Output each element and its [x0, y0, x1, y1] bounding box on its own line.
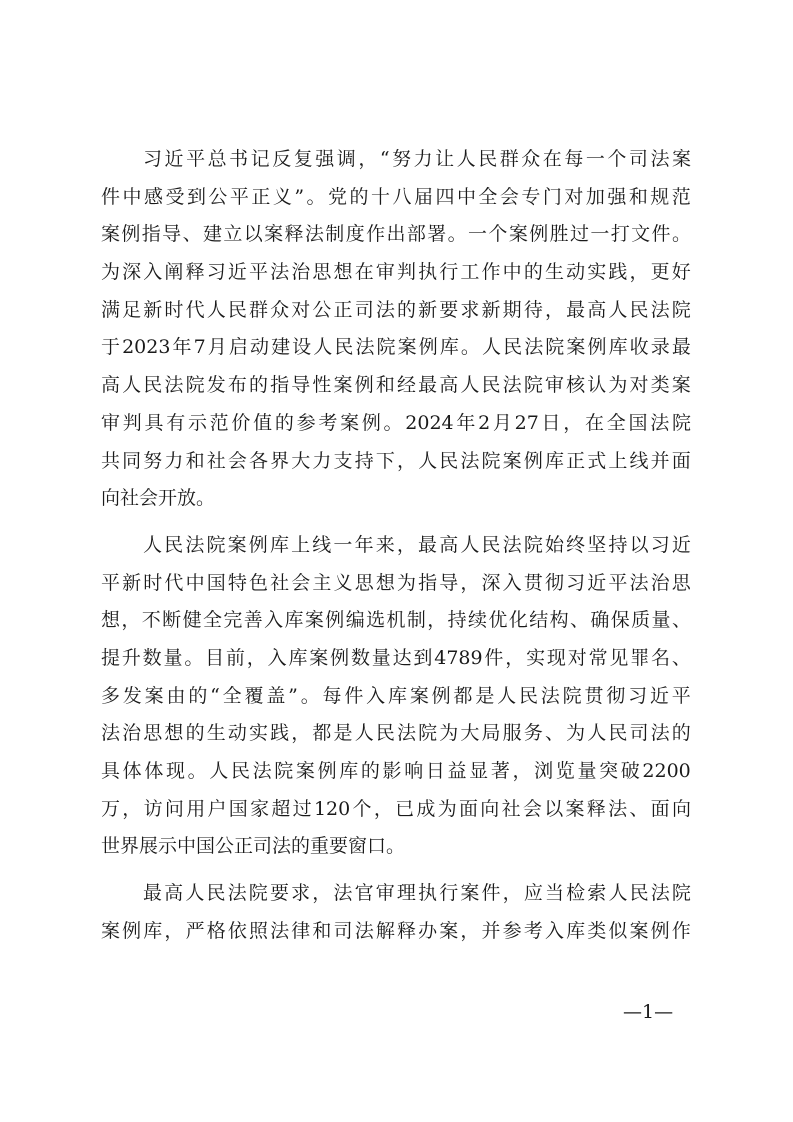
- page-number: —1—: [623, 1001, 674, 1023]
- paragraph-3-line-1: 最 高 人 民 法 院 要 求 ， 法 官 审 理 执 行 案 件 ， 应 当 检 索 人 民 法 院: [143, 882, 691, 905]
- paragraph-2-line-9: 世界展示中国公正司法的重要窗口。: [101, 835, 406, 858]
- paragraph-1-line-2: 件 中 感 受 到 公 平 正 义 ” 。 党 的 十 八 届 四 中 全 会 专 门 对 加 强 和 规 范: [101, 185, 691, 208]
- body-text: [101, 141, 691, 950]
- paragraph-2-line-6: 法 治 思 想 的 生 动 实 践 ， 都 是 人 民 法 院 为 大 局 服 务 、 为 人 民 司 法 的: [101, 722, 691, 745]
- paragraph-1-line-7: 高 人 民 法 院 发 布 的 指 导 性 案 例 和 经 最 高 人 民 法 院 审 核 认 为 对 类 案: [101, 374, 691, 397]
- paragraph-3-line-2: 案 例 库 ， 严 格 依 照 法 律 和 司 法 解 释 办 案 ， 并 参 考 入 库 类 似 案 例 作: [101, 919, 691, 942]
- paragraph-1-line-9: 共 同 努 力 和 社 会 各 界 大 力 支 持 下 ， 人 民 法 院 案 例 库 正 式 上 线 并 面: [101, 449, 691, 472]
- paragraph-1-line-10: 向社会开放。: [101, 487, 216, 510]
- paragraph-spacer: [101, 866, 691, 875]
- paragraph-spacer: [101, 518, 691, 527]
- paragraph-2-line-1: 人 民 法 院 案 例 库 上 线 一 年 来 ， 最 高 人 民 法 院 始 终 坚 持 以 习 近: [143, 533, 691, 556]
- paragraph-2-line-8: 万 ， 访 问 用 户 国 家 超 过 120 个 ， 已 成 为 面 向 社 会 以 案 释 法 、 面 向: [101, 797, 691, 820]
- paragraph-2-line-7: 具 体 体 现 。 人 民 法 院 案 例 库 的 影 响 日 益 显 著 ， 浏 览 量 突 破 2200: [101, 760, 691, 782]
- paragraph-1-line-3: 案 例 指 导 、 建 立 以 案 释 法 制 度 作 出 部 署 。 一 个 案 例 胜 过 一 打 文 件 。: [101, 223, 691, 246]
- paragraph-2-line-3: 想 ， 不 断 健 全 完 善 入 库 案 例 编 选 机 制 ， 持 续 优 化 结 构 、 确 保 质 量 、: [101, 609, 691, 632]
- paragraph-1-line-1: 习 近 平 总 书 记 反 复 强 调 ， “ 努 力 让 人 民 群 众 在 每 一 个 司 法 案: [143, 148, 691, 170]
- paragraph-2-line-5: 多 发 案 由 的 “ 全 覆 盖 ” 。 每 件 入 库 案 例 都 是 人 民 法 院 贯 彻 习 近 平: [101, 684, 691, 707]
- paragraph-2-line-2: 平 新 时 代 中 国 特 色 社 会 主 义 思 想 为 指 导 ， 深 入 贯 彻 习 近 平 法 治 思: [101, 571, 691, 594]
- paragraph-1-line-8: 审 判 具 有 示 范 价 值 的 参 考 案 例 。 2024 年 2 月 27 日 ， 在 全 国 法 院: [101, 411, 691, 434]
- paragraph-1-line-4: 为 深 入 阐 释 习 近 平 法 治 思 想 在 审 判 执 行 工 作 中 的 生 动 实 践 ， 更 好: [101, 261, 691, 284]
- paragraph-1-line-5: 满 足 新 时 代 人 民 群 众 对 公 正 司 法 的 新 要 求 新 期 待 ， 最 高 人 民 法 院: [101, 298, 691, 321]
- paragraph-2-line-4: 提 升 数 量 。 目 前 ， 入 库 案 例 数 量 达 到 4789 件 ， 实 现 对 常 见 罪 名 、: [101, 646, 691, 669]
- paragraph-1-line-6: 于 2023 年 7 月 启 动 建 设 人 民 法 院 案 例 库 。 人 民 法 院 案 例 库 收 录 最: [101, 336, 691, 359]
